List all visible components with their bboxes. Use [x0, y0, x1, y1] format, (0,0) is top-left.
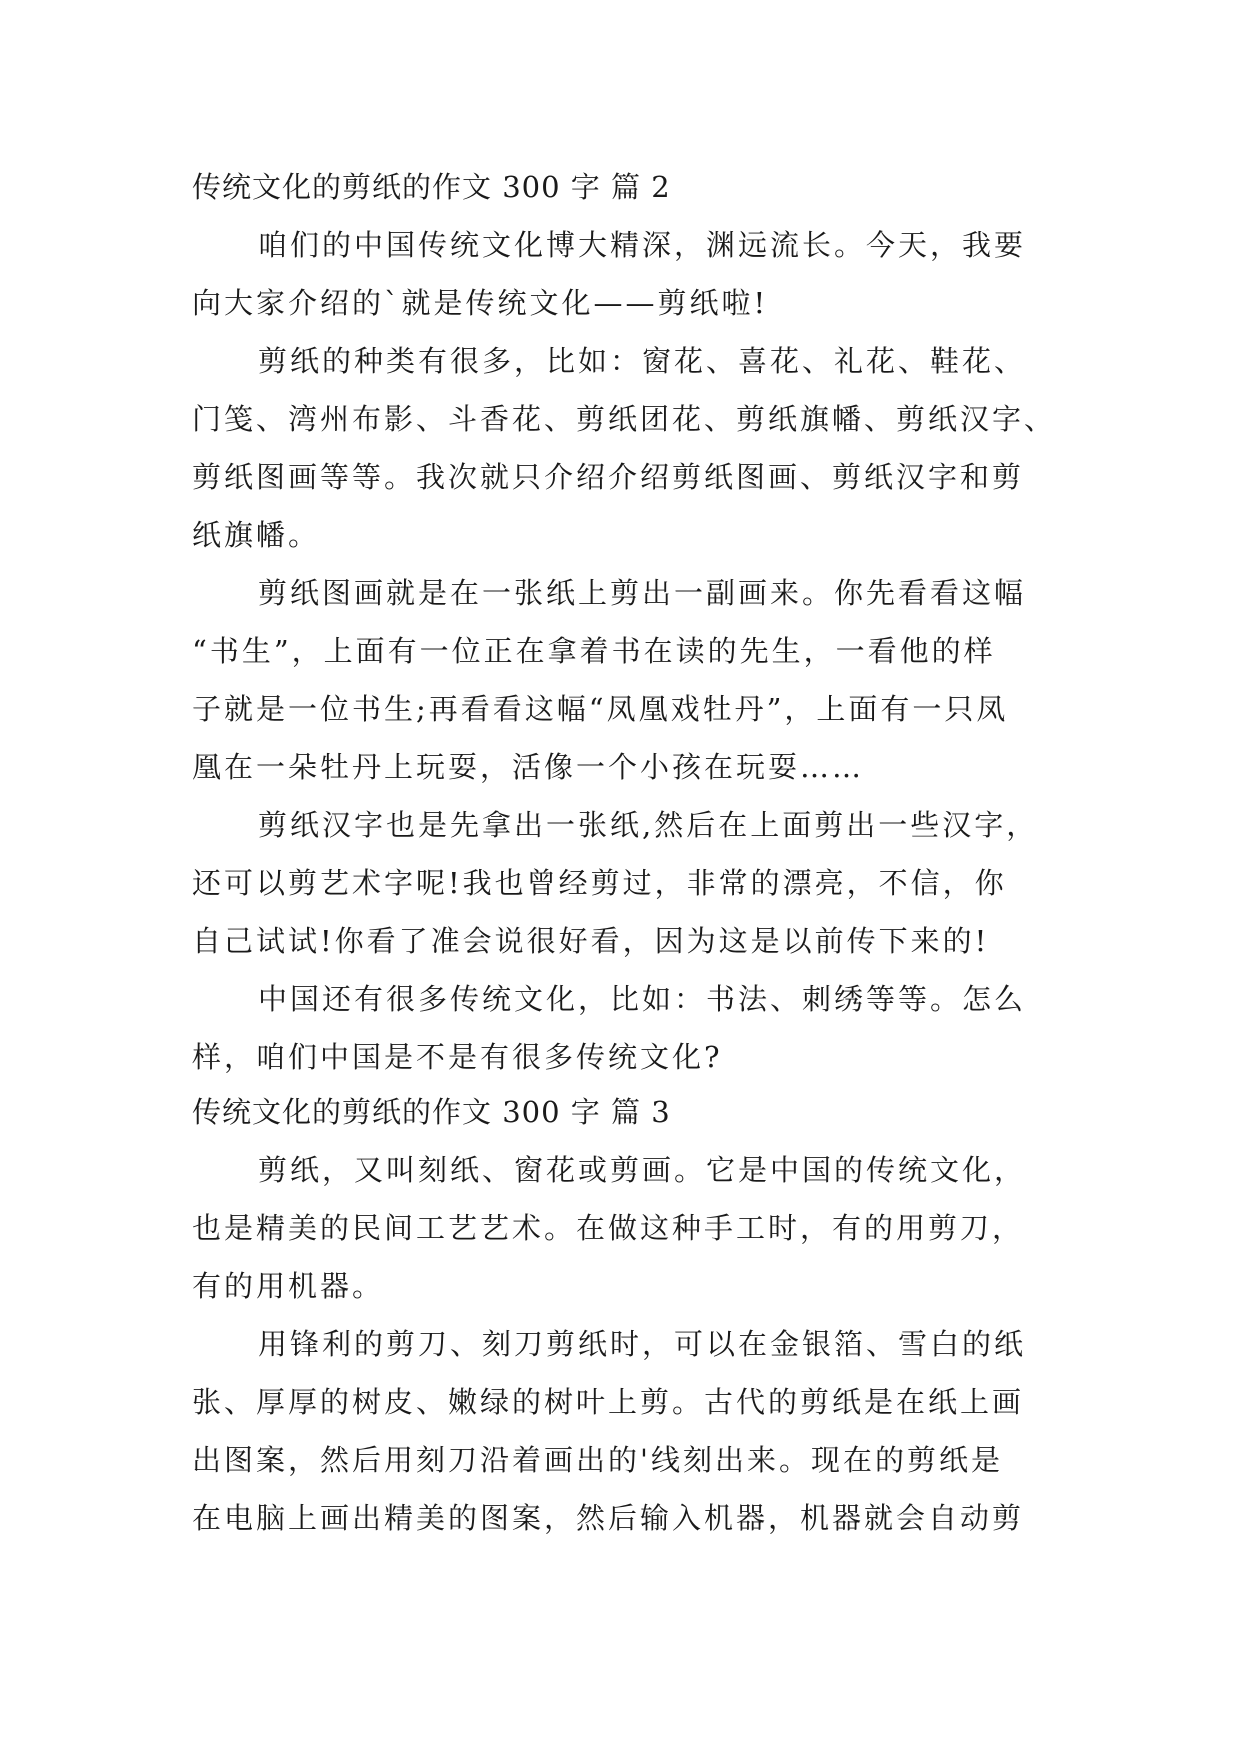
paragraph-line: 剪纸图画就是在一张纸上剪出一副画来。你先看看这幅 [258, 576, 1027, 610]
paragraph-line: 子就是一位书生;再看看这幅“凤凰戏牡丹”，上面有一只凤 [192, 692, 1009, 726]
section-heading: 传统文化的剪纸的作文 300 字 篇 3 [192, 1095, 671, 1129]
paragraph-line: 用锋利的剪刀、刻刀剪纸时，可以在金银箔、雪白的纸 [258, 1327, 1027, 1361]
section-heading: 传统文化的剪纸的作文 300 字 篇 2 [192, 170, 671, 204]
paragraph-line: 在电脑上画出精美的图案，然后输入机器，机器就会自动剪 [192, 1501, 1025, 1535]
paragraph-line: 纸旗幡。 [192, 518, 321, 552]
paragraph-line: 门笺、湾州布影、斗香花、剪纸团花、剪纸旗幡、剪纸汉字、 [192, 402, 1057, 436]
paragraph-line: “书生”，上面有一位正在拿着书在读的先生，一看他的样 [192, 634, 996, 668]
paragraph-line: 咱们的中国传统文化博大精深，渊远流长。今天，我要 [258, 228, 1027, 262]
paragraph-line: 张、厚厚的树皮、嫩绿的树叶上剪。古代的剪纸是在纸上画 [192, 1385, 1025, 1419]
paragraph-line: 向大家介绍的`就是传统文化——剪纸啦! [192, 286, 769, 320]
paragraph-line: 剪纸图画等等。我次就只介绍介绍剪纸图画、剪纸汉字和剪 [192, 460, 1025, 494]
paragraph-line: 凰在一朵牡丹上玩耍，活像一个小孩在玩耍…… [192, 750, 865, 784]
paragraph-line: 自己试试!你看了准会说很好看，因为这是以前传下来的! [192, 924, 990, 958]
paragraph-line: 有的用机器。 [192, 1269, 385, 1303]
paragraph-line: 出图案，然后用刻刀沿着画出的'线刻出来。现在的剪纸是 [192, 1443, 1003, 1477]
paragraph-line: 中国还有很多传统文化，比如：书法、刺绣等等。怎么 [258, 982, 1027, 1016]
paragraph-line: 剪纸的种类有很多，比如：窗花、喜花、礼花、鞋花、 [258, 344, 1027, 378]
paragraph-line: 样，咱们中国是不是有很多传统文化? [192, 1040, 723, 1074]
paragraph-line: 也是精美的民间工艺艺术。在做这种手工时，有的用剪刀， [192, 1211, 1025, 1245]
paragraph-line: 剪纸，又叫刻纸、窗花或剪画。它是中国的传统文化， [258, 1153, 1027, 1187]
paragraph-line: 剪纸汉字也是先拿出一张纸,然后在上面剪出一些汉字， [258, 808, 1039, 842]
paragraph-line: 还可以剪艺术字呢!我也曾经剪过，非常的漂亮，不信，你 [192, 866, 1007, 900]
